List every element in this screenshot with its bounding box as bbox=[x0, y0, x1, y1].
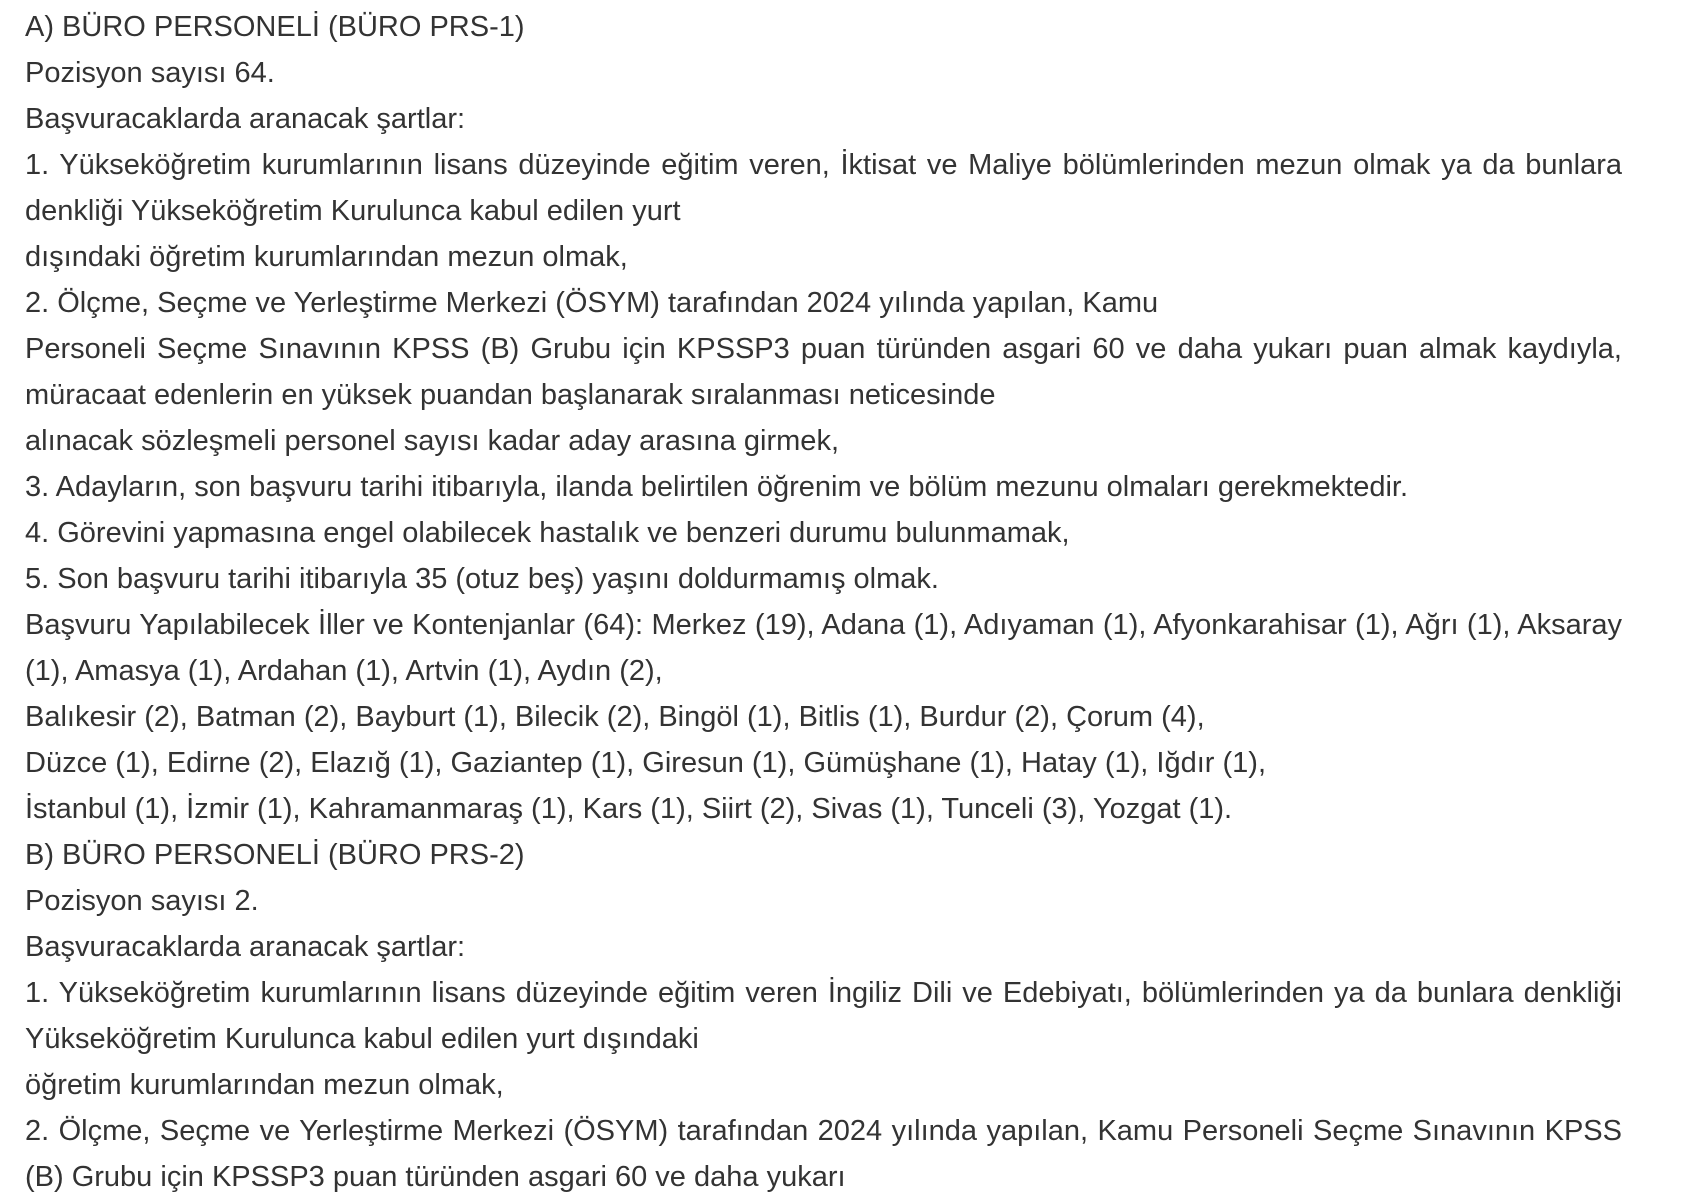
section-b-heading: B) BÜRO PERSONELİ (BÜRO PRS-2) bbox=[25, 839, 525, 871]
section-a-requirement-2-continued-2: alınacak sözleşmeli personel sayısı kadar aday arasına girmek, bbox=[25, 425, 839, 457]
section-a-requirement-5: 5. Son başvuru tarihi itibarıyla 35 (otuz beş) yaşını doldurmamış olmak. bbox=[25, 563, 939, 595]
section-b-position-count: Pozisyon sayısı 2. bbox=[25, 885, 259, 917]
section-a-quota-list: Başvuru Yapılabilecek İller ve Kontenjanlar (64): Merkez (19), Adana (1), Adıyaman (1), Afyonkarahisar (1), Ağrı (1), Aksaray (1), Amasya (1), Ardahan (1), Artvin (1), Aydın (2), bbox=[25, 609, 1622, 687]
section-a-requirement-3: 3. Adayların, son başvuru tarihi itibarıyla, ilanda belirtilen öğrenim ve bölüm mezunu olmaları gerekmektedir. bbox=[25, 471, 1409, 503]
section-b-requirement-1-continued: öğretim kurumlarından mezun olmak, bbox=[25, 1069, 504, 1101]
section-a-requirement-2: 2. Ölçme, Seçme ve Yerleştirme Merkezi (ÖSYM) tarafından 2024 yılında yapılan, Kamu bbox=[25, 287, 1159, 319]
section-a-position-count: Pozisyon sayısı 64. bbox=[25, 57, 275, 89]
section-b-requirement-2: 2. Ölçme, Seçme ve Yerleştirme Merkezi (ÖSYM) tarafından 2024 yılında yapılan, Kamu Personeli Seçme Sınavının KPSS (B) Grubu için KPSSP3 puan türünden asgari 60 ve daha yukarı bbox=[25, 1115, 1622, 1193]
section-a-requirement-2-continued: Personeli Seçme Sınavının KPSS (B) Grubu için KPSSP3 puan türünden asgari 60 ve daha yukarı puan almak kaydıyla, müracaat edenlerin en yüksek puandan başlanarak sıralanması neticesinde bbox=[25, 333, 1622, 411]
section-a-requirement-4: 4. Görevini yapmasına engel olabilecek hastalık ve benzeri durumu bulunmamak, bbox=[25, 517, 1070, 549]
section-a-quota-list-3: Düzce (1), Edirne (2), Elazığ (1), Gaziantep (1), Giresun (1), Gümüşhane (1), Hatay (1), Iğdır (1), bbox=[25, 747, 1266, 779]
section-b-requirements-title: Başvuracaklarda aranacak şartlar: bbox=[25, 931, 466, 963]
section-b-requirement-1: 1. Yükseköğretim kurumlarının lisans düzeyinde eğitim veren İngiliz Dili ve Edebiyatı, bölümlerinden ya da bunlara denkliği Yükseköğretim Kurulunca kabul edilen yurt dışındaki bbox=[25, 977, 1622, 1055]
section-a-requirement-1: 1. Yükseköğretim kurumlarının lisans düzeyinde eğitim veren, İktisat ve Maliye bölümlerinden mezun olmak ya da bunlara denkliği Yükseköğretim Kurulunca kabul edilen yurt bbox=[25, 149, 1622, 227]
section-a-requirements-title: Başvuracaklarda aranacak şartlar: bbox=[25, 103, 466, 135]
section-a-quota-list-4: İstanbul (1), İzmir (1), Kahramanmaraş (1), Kars (1), Siirt (2), Sivas (1), Tunceli (3), Yozgat (1). bbox=[25, 793, 1233, 825]
section-a-heading: A) BÜRO PERSONELİ (BÜRO PRS-1) bbox=[25, 11, 525, 43]
section-a-requirement-1-continued: dışındaki öğretim kurumlarından mezun olmak, bbox=[25, 241, 628, 273]
section-a-quota-list-2: Balıkesir (2), Batman (2), Bayburt (1), Bilecik (2), Bingöl (1), Bitlis (1), Burdur (2), Çorum (4), bbox=[25, 701, 1205, 733]
